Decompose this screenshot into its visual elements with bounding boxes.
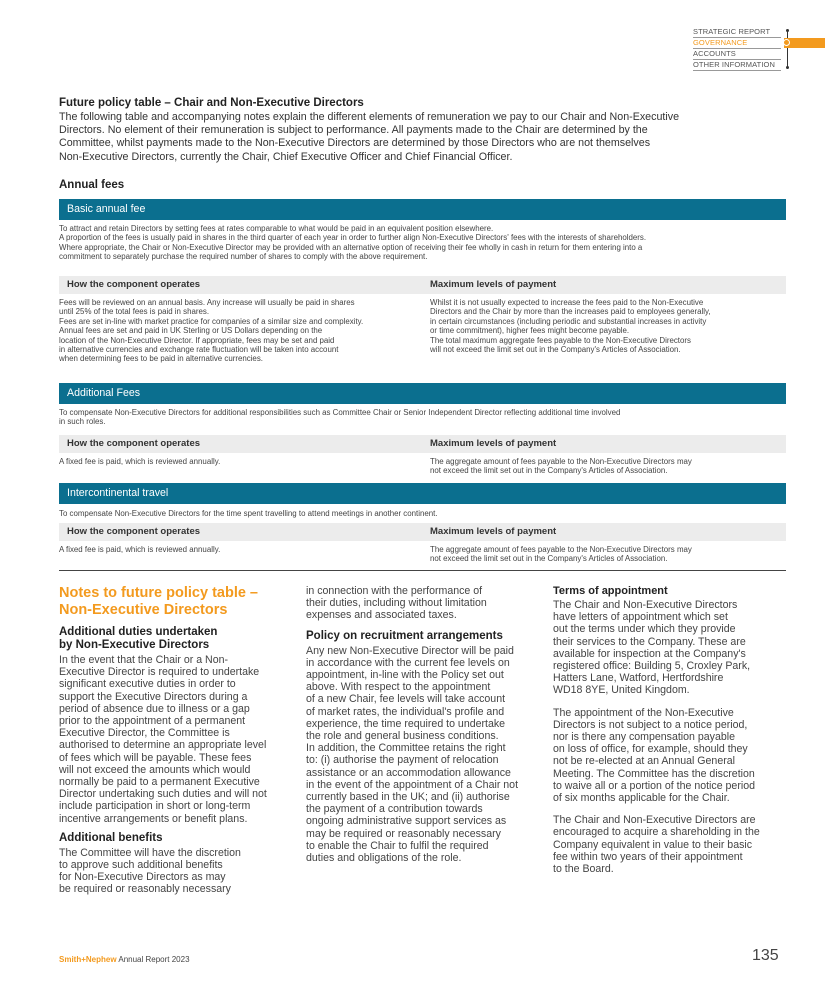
terms-text-1 [553, 599, 793, 697]
text-line: Non-Executive Directors [59, 602, 228, 618]
text-line: duties and obligations of the role. [306, 852, 462, 865]
notes-column-2 [306, 585, 546, 864]
footer-brand [59, 955, 190, 964]
nav-active-dot [783, 39, 790, 46]
nav-active-tab [784, 38, 825, 48]
text-line: Hatters Lane, Watford, Hertfordshire [553, 672, 724, 685]
text-line: ongoing administrative support services as [306, 815, 507, 828]
report-name: Annual Report 2023 [118, 955, 190, 964]
text-line: A fixed fee is paid, which is reviewed annually. [59, 545, 221, 554]
section-nav [693, 27, 781, 71]
text-line: support the Executive Directors during a [59, 690, 248, 703]
text-line: to waive all or a portion of the notice period [553, 779, 755, 792]
text-line: to enable the Chair to fulfil the required [306, 839, 489, 852]
max-payment-header: Maximum levels of payment [422, 276, 786, 294]
text-line: location of the Non-Executive Director. If appropriate, fees may be set and paid [59, 335, 335, 345]
text-line: of fees which will be payable. These fees [59, 751, 252, 764]
text-line: WD18 8YE, United Kingdom. [553, 684, 690, 697]
text-line: authorised to determine an appropriate level [59, 739, 267, 752]
basic-operates-text [59, 298, 421, 364]
nav-dot [786, 29, 789, 32]
text-line: Directors is not subject to a notice period, [553, 718, 748, 731]
recruitment-text [306, 645, 546, 865]
nav-strategic-report[interactable]: STRATEGIC REPORT [693, 27, 781, 38]
nav-other-information[interactable]: OTHER INFORMATION [693, 60, 781, 71]
text-line: The aggregate amount of fees payable to the Non-Executive Directors may [430, 457, 692, 466]
text-line: out the terms under which they provide [553, 623, 736, 636]
benefits-text [59, 847, 294, 896]
text-line: The Chair and Non-Executive Directors [553, 599, 738, 611]
benefits-continued-text [306, 585, 546, 622]
text-line: Company equivalent in value to their basic [553, 838, 753, 851]
max-payment-header: Maximum levels of payment [422, 435, 786, 453]
text-line: assistance or an accommodation allowance [306, 766, 511, 779]
text-line: Whilst it is not usually expected to increase the fees paid to the Non-Executive [430, 298, 704, 307]
notes-column-3 [553, 585, 793, 875]
text-line: In the event that the Chair or a Non- [59, 654, 229, 666]
page-number: 135 [752, 947, 779, 964]
max-payment-header: Maximum levels of payment [422, 523, 786, 541]
text-line: when determining fees to be paid in alternative currencies. [59, 354, 263, 364]
duties-heading [59, 626, 294, 652]
text-line: be required or reasonably necessary [59, 883, 231, 896]
nav-governance[interactable]: GOVERNANCE [693, 38, 781, 49]
text-line: encouraged to acquire a shareholding in the [553, 826, 760, 839]
text-line: on loss of office, for example, should they [553, 743, 748, 756]
operates-header: How the component operates [59, 523, 424, 541]
text-line: to: (i) authorise the payment of relocation [306, 754, 499, 767]
basic-max-text [430, 298, 786, 354]
text-line: period of absence due to illness or a gap [59, 702, 250, 715]
text-line: experience, the time required to undertake [306, 717, 506, 730]
travel-purpose [59, 509, 786, 518]
text-line: To attract and retain Directors by setting fees at rates comparable to what would be paid in an equivalent position elsewhere. [59, 224, 494, 233]
nav-dot [786, 66, 789, 69]
text-line: expenses and associated taxes. [306, 609, 457, 622]
text-line: in connection with the performance of [306, 585, 483, 597]
text-line: Fees are set in-line with market practice for companies of a similar size and complexity. [59, 316, 364, 326]
text-line: A fixed fee is paid, which is reviewed annually. [59, 457, 221, 466]
text-line: commitment to separately purchase the required number of shares to comply with the above requirement. [59, 252, 428, 262]
text-line: In addition, the Committee retains the right [306, 742, 506, 755]
additional-operates-text [59, 457, 421, 466]
text-line: normally be paid to a permanent Executive [59, 776, 260, 789]
text-line: in certain circumstances (including periodic and substantial increases in activity [430, 316, 707, 326]
text-line: in such roles. [59, 417, 106, 427]
text-line: in the event of the appointment of a Chair not [306, 778, 519, 791]
text-line: Meeting. The Committee has the discretion [553, 767, 755, 780]
text-line: not be re-elected at an Annual General [553, 755, 735, 768]
text-line: Additional duties undertaken [59, 626, 218, 638]
text-line: Annual fees are set and paid in UK Sterling or US Dollars depending on the [59, 326, 323, 336]
text-line: Where appropriate, the Chair or Non-Executive Director may be provided with an alternative option of receiving their fee wholly in cash in return for them entering into a [59, 242, 643, 252]
text-line: their duties, including without limitation [306, 597, 487, 610]
text-line: not exceed the limit set out in the Company's Articles of Association. [430, 554, 668, 564]
text-line: The Committee will have the discretion [59, 846, 241, 859]
travel-operates-text [59, 545, 421, 554]
text-line: The total maximum aggregate fees payable to the Non-Executive Directors [430, 335, 691, 345]
additional-fees-bar: Additional Fees [59, 383, 786, 404]
notes-title [59, 585, 299, 619]
text-line: of market rates, the individual's profile and [306, 705, 505, 718]
operates-header: How the component operates [59, 276, 424, 294]
text-line: will not exceed the amounts which would [59, 763, 251, 776]
annual-fees-heading: Annual fees [59, 179, 125, 191]
text-line: significant executive duties in order to [59, 678, 236, 691]
text-line: The Chair and Non-Executive Directors are [553, 814, 756, 827]
intro-text [59, 111, 774, 164]
text-line: Executive Director is required to undertake [59, 666, 260, 679]
text-line: Director undertaking such duties and will not [59, 788, 267, 801]
text-line: The following table and accompanying notes explain the different elements of remuneration we pay to our Chair and Non-Executive [59, 111, 680, 123]
text-line: of a new Chair, fee levels will take account [306, 693, 506, 706]
basic-fee-purpose [59, 224, 786, 262]
text-line: in alternative currencies and exchange rate fluctuation will be taken into account [59, 345, 339, 355]
text-line: To compensate Non-Executive Directors for additional responsibilities such as Committee Chair or Senior Independent Director reflecting additional time involved [59, 408, 621, 417]
duties-text [59, 654, 294, 825]
text-line: the role and general business conditions. [306, 730, 499, 743]
text-line: The aggregate amount of fees payable to the Non-Executive Directors may [430, 545, 692, 554]
text-line: above. With respect to the appointment [306, 681, 491, 694]
text-line: Any new Non-Executive Director will be paid [306, 644, 514, 657]
text-line: have letters of appointment which set [553, 611, 728, 624]
nav-accounts[interactable]: ACCOUNTS [693, 49, 781, 60]
text-line: to the Board. [553, 863, 614, 876]
text-line: by Non-Executive Directors [59, 639, 210, 651]
text-line: Notes to future policy table – [59, 585, 258, 601]
text-line: To compensate Non-Executive Directors for the time spent travelling to attend meetings in another continent. [59, 509, 438, 518]
table-bottom-rule [59, 570, 786, 571]
text-line: Directors. No element of their remuneration is subject to performance. All payments made to the Chair are determined by the [59, 124, 648, 137]
terms-heading: Terms of appointment [553, 585, 668, 597]
additional-fees-purpose [59, 408, 786, 427]
text-line: of six months applicable for the Chair. [553, 792, 730, 805]
text-line: nor is there any compensation payable [553, 731, 735, 744]
text-line: appointment, in-line with the Policy set out [306, 669, 504, 682]
terms-text-2 [553, 707, 793, 805]
additional-max-text [430, 457, 786, 476]
text-line: until 25% of the total fees is paid in shares. [59, 307, 210, 317]
text-line: Fees will be reviewed on an annual basis. Any increase will usually be paid in shares [59, 298, 355, 307]
text-line: Executive Director, the Committee is [59, 727, 230, 740]
recruitment-heading: Policy on recruitment arrangements [306, 629, 503, 642]
text-line: not exceed the limit set out in the Company's Articles of Association. [430, 466, 668, 476]
notes-column-1 [59, 626, 294, 896]
text-line: fee within two years of their appointment [553, 850, 743, 863]
brand-name: Smith+Nephew [59, 955, 117, 964]
terms-text-3 [553, 814, 793, 875]
text-line: will not exceed the limit set out in the Company's Articles of Association. [430, 345, 681, 355]
text-line: A proportion of the fees is usually paid in shares in the third quarter of each year in order to further align Non-Executive Directors' fees with the interests of shareholders. [59, 233, 647, 243]
text-line: the payment of a contribution towards [306, 803, 483, 816]
benefits-heading: Additional benefits [59, 831, 163, 844]
text-line: Committee, whilst payments made to the Non-Executive Directors are determined by those Directors who are not themselves [59, 137, 651, 150]
text-line: for Non-Executive Directors as may [59, 871, 226, 884]
text-line: include participation in short or long-term [59, 800, 251, 813]
text-line: or time commitment), higher fees might become payable. [430, 326, 630, 336]
text-line: may be required or reasonably necessary [306, 827, 501, 840]
travel-bar: Intercontinental travel [59, 483, 786, 504]
text-line: The appointment of the Non-Executive [553, 706, 734, 719]
text-line: their services to the Company. These are [553, 635, 746, 648]
text-line: registered office: Building 5, Croxley Park, [553, 660, 751, 673]
text-line: Directors and the Chair by more than the increases paid to employees generally, [430, 307, 711, 317]
operates-header: How the component operates [59, 435, 424, 453]
text-line: incentive arrangements or benefit plans. [59, 812, 248, 825]
text-line: Non-Executive Directors, currently the Chair, Chief Executive Officer and Chief Financial Officer. [59, 150, 513, 163]
page-title: Future policy table – Chair and Non-Executive Directors [59, 97, 364, 109]
text-line: to approve such additional benefits [59, 859, 223, 872]
text-line: currently based in the UK; and (ii) authorise [306, 791, 510, 804]
text-line: available for inspection at the Company's [553, 647, 746, 660]
text-line: prior to the appointment of a permanent [59, 715, 246, 728]
text-line: in accordance with the current fee levels on [306, 656, 510, 669]
nav-line [787, 31, 788, 67]
travel-max-text [430, 545, 786, 564]
basic-fee-bar: Basic annual fee [59, 199, 786, 220]
